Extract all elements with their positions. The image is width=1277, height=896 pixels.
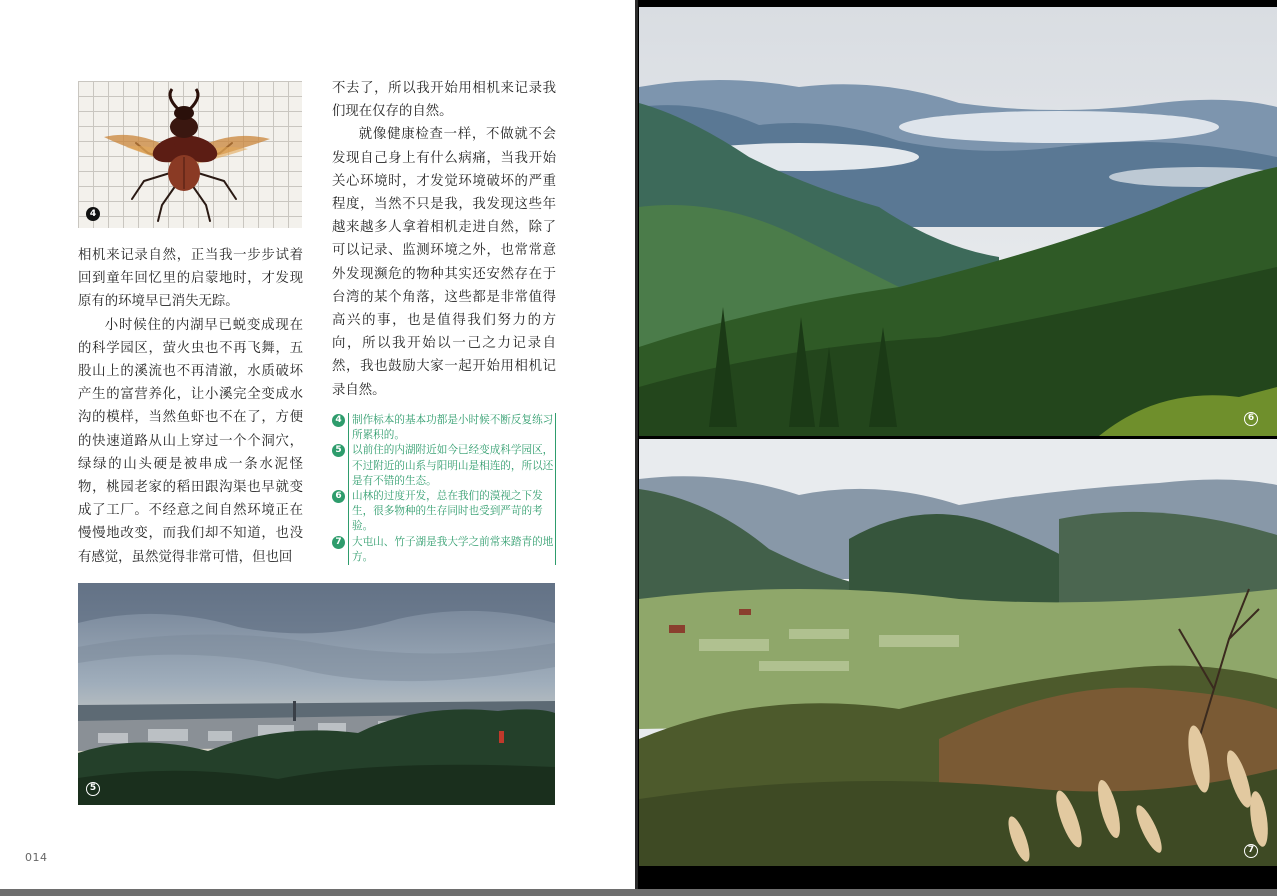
caption-number: 5 (332, 444, 345, 457)
caption-number: 7 (332, 536, 345, 549)
valley-scene (639, 439, 1277, 866)
city-panorama-photo (78, 583, 555, 805)
caption-text: 大屯山、竹子湖是我大学之前常来踏青的地方。 (352, 535, 554, 563)
photo-number-7: 7 (1244, 844, 1258, 858)
body-column-left (78, 244, 303, 569)
bottom-edge (0, 889, 1277, 896)
photo-number-5: 5 (86, 782, 100, 796)
caption-text: 以前住的内湖附近如今已经变成科学园区，不过附近的山系与阳明山是相连的，所以还是有不错的生态。 (352, 444, 554, 487)
city-scene (78, 583, 555, 805)
beetle-illustration (78, 81, 302, 228)
mountain-scene (639, 7, 1277, 436)
paragraph: 小时候住的内湖早已蜕变成现在的科学园区，萤火虫也不再飞舞，五股山上的溪流也不再清澈，水质破坏产生的富营养化，让小溪完全变成水沟的模样，当然鱼虾也不在了，方便的快速道路从山上穿过一个个洞穴，绿绿的山头硬是被串成一条水泥怪物，桃园老家的稻田跟沟渠也早就变成了工厂。不经意之间自然环境正在慢慢地改变，而我们却不知道，也没有感觉，虽然觉得非常可惜，但也回 (78, 317, 303, 565)
caption-text: 山林的过度开发，总在我们的漠视之下发生，很多物种的生存同时也受到严苛的考验。 (352, 490, 543, 533)
paragraph: 不去了，所以我开始用相机来记录我们现在仅存的自然。 (332, 81, 556, 120)
photo-captions (332, 413, 556, 565)
caption-number: 4 (332, 414, 345, 427)
page-number: 014 (25, 851, 48, 864)
caption-number: 6 (332, 490, 345, 503)
caption-item (332, 413, 555, 443)
caption-item (332, 443, 555, 489)
photo-number-4: 4 (86, 207, 100, 221)
caption-item (332, 535, 555, 565)
caption-text: 制作标本的基本功都是小时候不断反复练习所累积的。 (352, 414, 554, 442)
body-column-right (332, 77, 556, 402)
photo-number-6: 6 (1244, 412, 1258, 426)
beetle-specimen-photo (78, 81, 302, 228)
paragraph: 就像健康检查一样，不做就不会发现自己身上有什么病痛，当我开始关心环境时，才发觉环境破坏的严重程度，当然不只是我，我发现这些年越来越多人拿着相机走进自然，除了可以记录、监测环境之外，也常常意外发现濒危的物种其实还安然存在于台湾的某个角落，这些都是非常值得高兴的事，也是值得我们努力的方向，所以我开始以一己之力记录自然，我也鼓励大家一起开始用相机记录自然。 (332, 127, 556, 398)
valley-landscape-photo (639, 439, 1277, 866)
paragraph: 相机来记录自然，正当我一步步试着回到童年回忆里的启蒙地时，才发现原有的环境早已消失无踪。 (78, 248, 303, 310)
page-gutter (635, 0, 638, 896)
mountain-landscape-photo (639, 7, 1277, 436)
caption-item (332, 489, 555, 535)
